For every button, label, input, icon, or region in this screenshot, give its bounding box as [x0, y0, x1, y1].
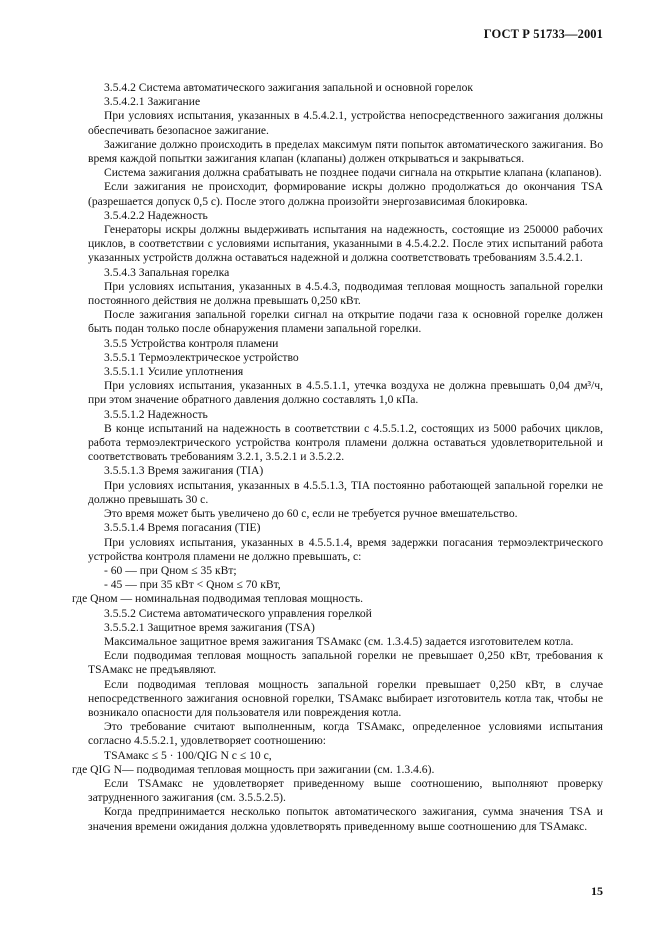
paragraph: В конце испытаний на надежность в соответствии с 4.5.5.1.2, состоящих из 5000 рабочих циклов, работа термоэлектрического устройства контроля пламени должна оставаться удовлетворительной и соответствовать требованиям 3.2.1, 3.5.2.1 и 3.5.2.2.	[88, 421, 603, 464]
heading-3-5-5-2: 3.5.5.2 Система автоматического управления горелкой	[104, 606, 372, 620]
paragraph: При условиях испытания, указанных в 4.5.5.1.3, TIA постоянно работающей запальной горелки не должно превышать 30 с.	[88, 478, 603, 506]
paragraph: Если TSAмакс не удовлетворяет приведенному выше соотношению, выполняют проверку затрудненного зажигания (см. 3.5.5.2.5).	[88, 776, 603, 805]
heading-3-5-5: 3.5.5 Устройства контроля пламени	[104, 336, 279, 350]
heading-3-5-4-2-1: 3.5.4.2.1 Зажигание	[104, 95, 201, 109]
heading-3-5-5-1-3: 3.5.5.1.3 Время зажигания (TIA)	[104, 464, 264, 478]
page-number: 15	[591, 884, 603, 898]
heading-3-5-4-2: 3.5.4.2 Система автоматического зажигания запальной и основной горелок	[104, 81, 474, 94]
definition-line: где Qном — номинальная подводимая тепловая мощность.	[72, 592, 364, 606]
paragraph: Если подводимая тепловая мощность запальной горелки превышает 0,250 кВт, в случае непосредственного зажигания основной горелки, TSAмакс выбирает изготовитель котла так, чтобы не возникало опасности для пользователя или повреждения котла.	[88, 677, 603, 719]
paragraph: Если зажигания не происходит, формирование искры должно продолжаться до окончания TSA (разрешается допуск 0,5 с). После этого должна произойти энергозависимая блокировка.	[88, 180, 603, 208]
list-item: - 60 — при Qном ≤ 35 кВт;	[104, 563, 237, 577]
paragraph: Это время может быть увеличено до 60 с, если не требуется ручное вмешательство.	[104, 507, 518, 521]
definition-line: где QIG N— подводимая тепловая мощность при зажигании (см. 1.3.4.6).	[72, 762, 435, 776]
heading-3-5-5-1-1: 3.5.5.1.1 Усилие уплотнения	[104, 365, 244, 379]
paragraph: При условиях испытания, указанных в 4.5.5.1.1, утечка воздуха не должна превышать 0,04 дм³/ч, при этом значение обратного давления должно составлять 1,0 кПа.	[88, 379, 603, 407]
paragraph: Генераторы искры должны выдерживать испытания на надежность, состоящие из 250000 рабочих циклов, в соответствии с условиями испытания, указанными в 4.5.4.2.2. После этих испытаний работа указанных устройств должна оставаться надежной и должна соответствовать требованиям 3.5.4.2.1.	[88, 223, 603, 265]
heading-3-5-5-2-1: 3.5.5.2.1 Защитное время зажигания (TSA)	[104, 620, 315, 634]
heading-3-5-4-2-2: 3.5.4.2.2 Надежность	[104, 208, 208, 222]
paragraph: При условиях испытания, указанных в 4.5.5.1.4, время задержки погасания термоэлектрического устройства контроля пламени не должно превышать, с:	[88, 535, 603, 563]
document-header: ГОСТ Р 51733—2001	[483, 27, 603, 41]
heading-3-5-4-3: 3.5.4.3 Запальная горелка	[104, 265, 230, 279]
paragraph: Когда предпринимается несколько попыток автоматического зажигания, сумма значения TSA и значения времени ожидания должна удовлетворять приведенному выше соотношению для TSAмакс.	[88, 805, 603, 833]
paragraph: При условиях испытания, указанных в 4.5.4.2.1, устройства непосредственного зажигания должны обеспечивать безопасное зажигание.	[88, 109, 603, 137]
paragraph: Максимальное защитное время зажигания TSAмакс (см. 1.3.4.5) задается изготовителем котла.	[104, 634, 574, 648]
heading-3-5-5-1-2: 3.5.5.1.2 Надежность	[104, 407, 208, 421]
paragraph: Если подводимая тепловая мощность запальной горелки не превышает 0,250 кВт, требования к TSAмакс не предъявляют.	[88, 649, 603, 677]
paragraph: При условиях испытания, указанных в 4.5.4.3, подводимая тепловая мощность запальной горелки постоянного действия не должна превышать 0,250 кВт.	[88, 279, 603, 308]
document-body	[72, 81, 603, 834]
heading-3-5-5-1: 3.5.5.1 Термоэлектрическое устройство	[104, 350, 299, 364]
list-item: - 45 — при 35 кВт < Qном ≤ 70 кВт,	[104, 578, 281, 592]
paragraph: Зажигание должно происходить в пределах максимум пяти попыток автоматического зажигания. Во время каждой попытки зажигания клапан (клапаны) должен открываться и закрываться.	[88, 137, 603, 166]
formula: TSAмакс ≤ 5 · 100/QIG N с ≤ 10 с,	[104, 748, 272, 762]
heading-3-5-5-1-4: 3.5.5.1.4 Время погасания (TIE)	[104, 521, 261, 535]
paragraph: После зажигания запальной горелки сигнал на открытие подачи газа к основной горелке должен быть подан только после обнаружения пламени запальной горелки.	[88, 308, 603, 336]
paragraph: Это требование считают выполненным, когда TSAмакс, определенное условиями испытания согласно 4.5.5.2.1, удовлетворяет соотношению:	[88, 720, 603, 748]
paragraph: Система зажигания должна срабатывать не позднее подачи сигнала на открытие клапана (клапанов).	[104, 166, 602, 180]
